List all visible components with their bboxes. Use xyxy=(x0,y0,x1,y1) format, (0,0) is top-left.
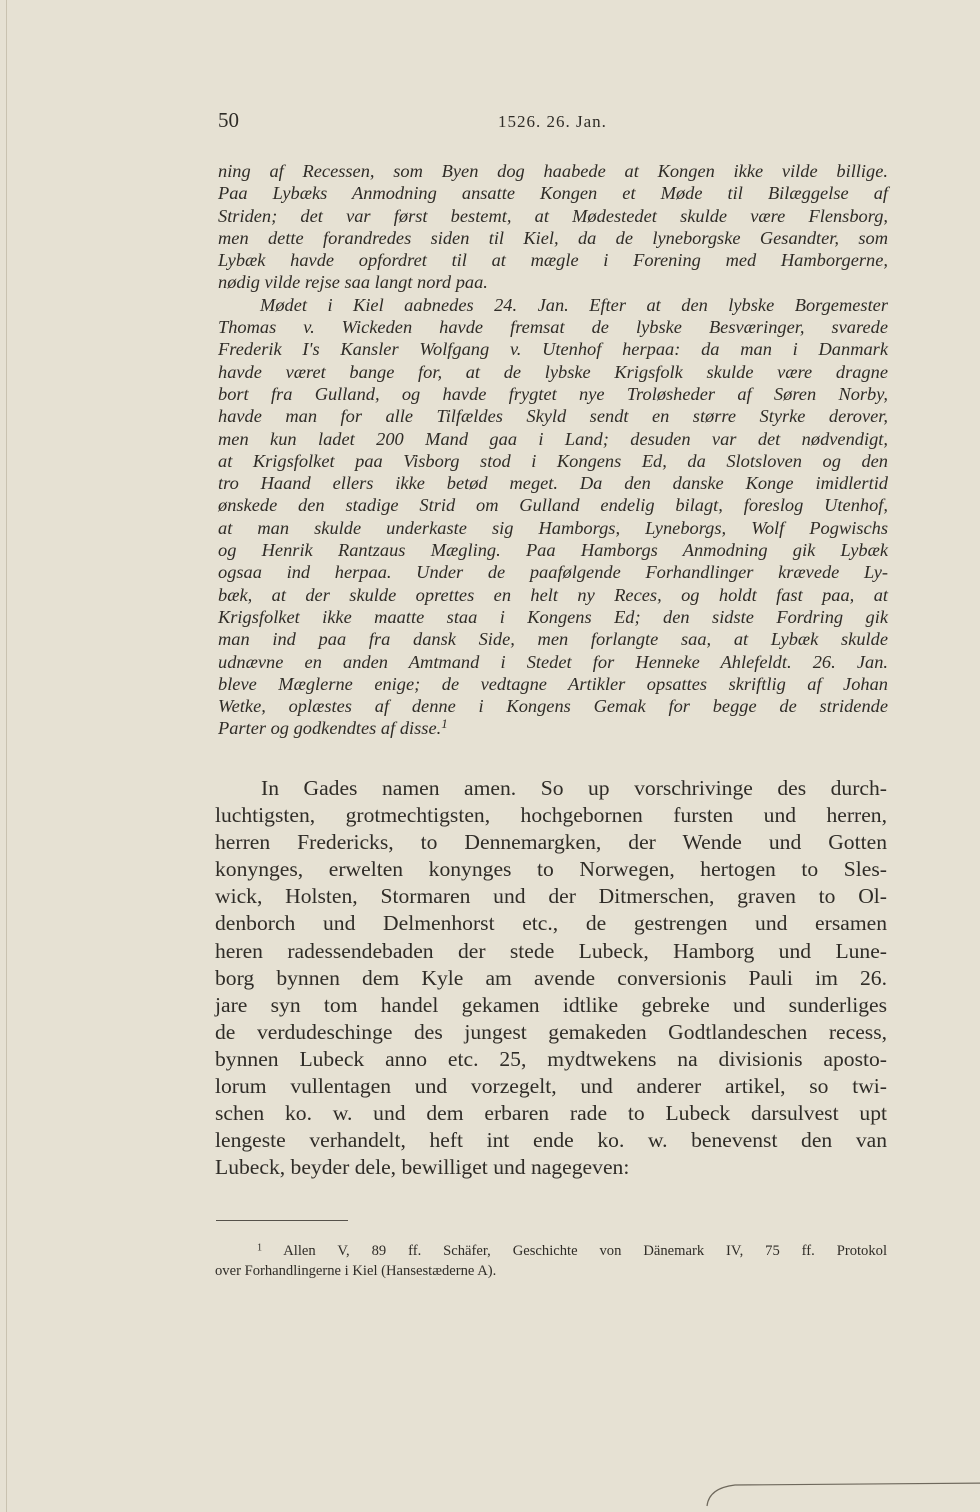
running-head-date: 1526. 26. Jan. xyxy=(498,112,607,131)
document-line: Lubeck, beyder dele, bewilliget und nagegeven: xyxy=(215,1155,630,1180)
page-header xyxy=(218,108,878,138)
document-line: jare syn tom handel gekamen idtlike gebreke und sunderliges xyxy=(215,992,887,1017)
commentary-line: havde man for alle Tilfældes Skyld sendt en større Styrke derover, xyxy=(218,406,888,427)
footnotes xyxy=(215,1241,887,1281)
commentary-line: Mødet i Kiel aabnedes 24. Jan. Efter at den lybske Borgemester xyxy=(260,294,888,315)
document-line: heren radessendebaden der stede Lubeck, Hamborg und Lune- xyxy=(215,938,887,963)
commentary-line: men dette forandredes siden til Kiel, da de lyneborgske Gesandter, som xyxy=(218,227,888,248)
commentary-line: nødig vilde rejse saa langt nord paa. xyxy=(218,272,488,293)
footnote-marker: 1 xyxy=(257,1242,263,1254)
commentary-line: ønskede den stadige Strid om Gulland endelig bilagt, foreslog Utenhof, xyxy=(218,495,888,516)
footnote-line xyxy=(215,1241,887,1261)
scan-edge-line xyxy=(6,0,7,1512)
commentary-line: ogsaa ind herpaa. Under de paafølgende Forhandlinger krævede Ly- xyxy=(218,562,888,583)
commentary-line: at man skulde underkaste sig Hamborgs, Lyneborgs, Wolf Pogwischs xyxy=(218,517,888,538)
commentary-line: at Krigsfolket paa Visborg stod i Kongens Ed, da Slotsloven og den xyxy=(218,450,888,471)
commentary-line: Thomas v. Wickeden havde fremsat de lybske Besværinger, svarede xyxy=(218,317,888,338)
commentary-line: Wetke, oplæstes af denne i Kongens Gemak for begge de stridende xyxy=(218,696,888,717)
document-line: In Gades namen amen. So up vorschrivinge des durch- xyxy=(261,776,887,800)
document-line: bynnen Lubeck anno etc. 25, mydtwekens na divisionis aposto- xyxy=(215,1046,887,1071)
document-line: schen ko. w. und dem erbaren rade to Lubeck darsulvest upt xyxy=(215,1101,887,1126)
footnote-divider xyxy=(216,1220,348,1221)
commentary-line: men kun ladet 200 Mand gaa i Land; desuden var det nødvendigt, xyxy=(218,428,888,449)
commentary-line: man ind paa fra dansk Side, men forlangte saa, at Lybæk skulde xyxy=(218,629,888,650)
document-line: konynges, erwelten konynges to Norwegen, hertogen to Sles- xyxy=(215,857,887,882)
editorial-commentary xyxy=(218,160,888,740)
commentary-line: og Henrik Rantzaus Mægling. Paa Hamborgs Anmodning gik Lybæk xyxy=(218,540,888,561)
page-number: 50 xyxy=(218,108,239,132)
commentary-line: Lybæk havde opfordret til at mægle i Forening med Hamborgerne, xyxy=(218,250,888,271)
footnote-reference: 1 xyxy=(441,717,448,732)
footnote-text: Allen V, 89 ff. Schäfer, Geschichte von Dänemark IV, 75 ff. Protokol xyxy=(283,1243,888,1259)
document-line: borg bynnen dem Kyle am avende conversionis Pauli im 26. xyxy=(215,965,887,990)
commentary-line: Frederik I's Kansler Wolfgang v. Utenhof herpaa: da man i Danmark xyxy=(218,339,888,360)
document-transcription xyxy=(215,775,887,1181)
commentary-line: Krigsfolket ikke maatte staa i Kongens Ed; den sidste Fordring gik xyxy=(218,606,888,627)
commentary-line: havde været bange for, at de lybske Krigsfolk skulde være dragne xyxy=(218,361,888,382)
commentary-line: udnævne en anden Amtmand i Stedet for Henneke Ahlefeldt. 26. Jan. xyxy=(218,651,888,672)
document-line: de verdudeschinge des jungest gemakeden Godtlandeschen recess, xyxy=(215,1019,887,1044)
commentary-line: ning af Recessen, som Byen dog haabede at Kongen ikke vilde billige. xyxy=(218,161,888,181)
commentary-line: Striden; det var først bestemt, at Mødestedet skulde være Flensborg, xyxy=(218,205,888,226)
document-line: wick, Holsten, Stormaren und der Ditmerschen, graven to Ol- xyxy=(215,884,887,909)
commentary-line: bort fra Gulland, og havde frygtet nye Troløsheder af Søren Norby, xyxy=(218,383,888,404)
document-line: luchtigsten, grotmechtigsten, hochgebornen fursten und herren, xyxy=(215,803,887,828)
document-line: lorum vullentagen und vorzegelt, und anderer artikel, so twi- xyxy=(215,1074,887,1099)
commentary-line-text: Parter og godkendtes af disse. xyxy=(218,718,442,739)
document-line: lengeste verhandelt, heft int ende ko. w. benevenst den van xyxy=(215,1128,887,1153)
document-line: denborch und Delmenhorst etc., de gestrengen und ersamen xyxy=(215,911,887,936)
commentary-line: bæk, at der skulde oprettes en helt ny Reces, og holdt fast paa, at xyxy=(218,584,888,605)
page-corner-curl-mark xyxy=(705,1478,980,1508)
commentary-last-line xyxy=(218,717,888,739)
commentary-line: Paa Lybæks Anmodning ansatte Kongen et Møde til Bilæggelse af xyxy=(218,183,888,204)
footnote-line: over Forhandlingerne i Kiel (Hansestæderne A). xyxy=(215,1263,497,1279)
commentary-line: tro Haand ellers ikke betød meget. Da den danske Konge imidlertid xyxy=(218,473,888,494)
document-line: herren Fredericks, to Dennemargken, der Wende und Gotten xyxy=(215,830,887,855)
commentary-line: bleve Mæglerne enige; de vedtagne Artikler opsattes skriftlig af Johan xyxy=(218,673,888,694)
